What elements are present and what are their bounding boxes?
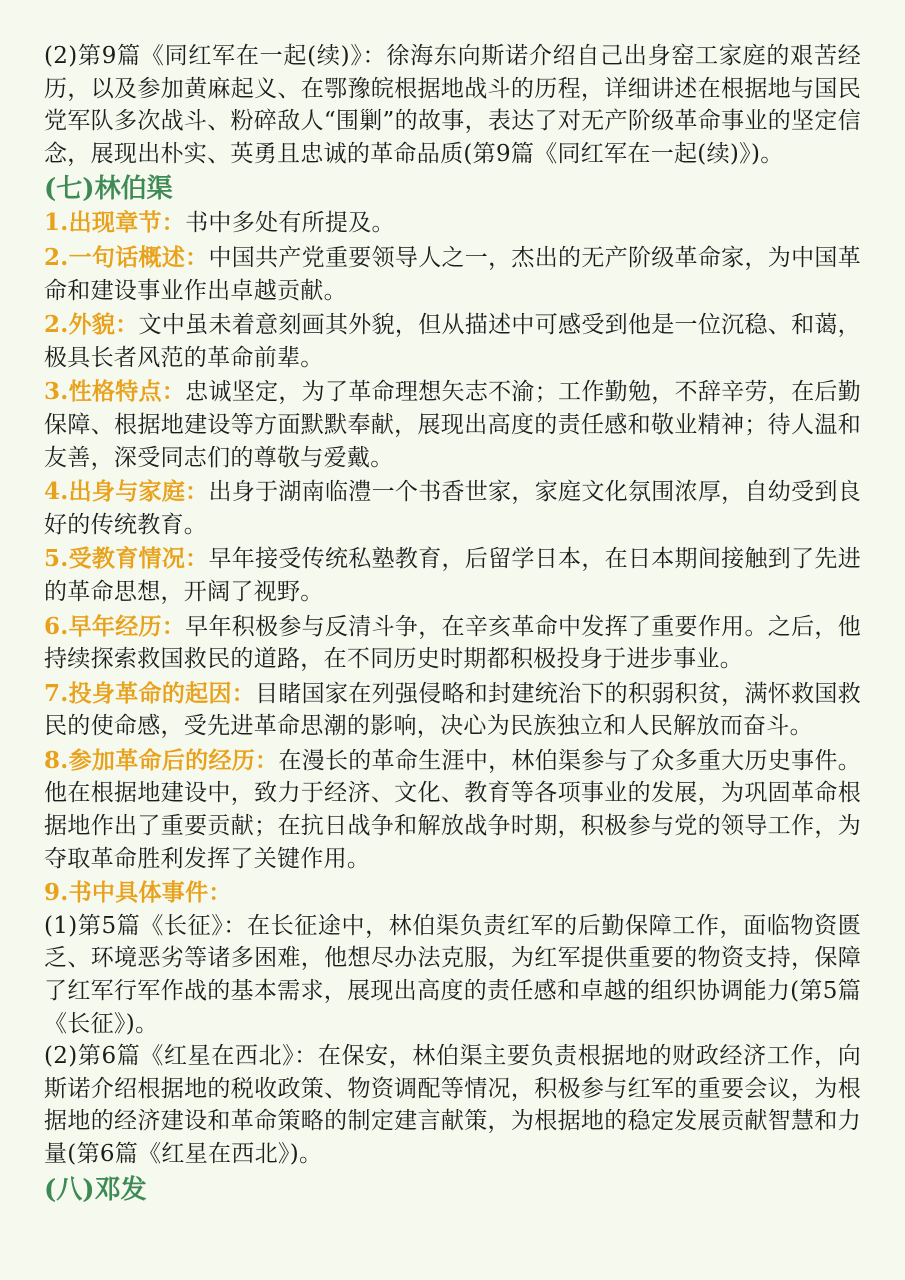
top-paragraph: (2)第9篇《同红军在一起(续)》：徐海东向斯诺介绍自己出身窑工家庭的艰苦经历，以及参加黄麻起义、在鄂豫皖根据地战斗的历程，详细讲述在根据地与国民党军队多次战斗、粉碎敌人“围剿”的故事，表达了对无产阶级革命事业的坚定信念，展现出朴实、英勇且忠诚的革命品质(第9篇《同红军在一起(续)》)。	[44, 43, 861, 167]
item-label: 2.一句话概述：	[44, 243, 209, 271]
item-label: 9.书中具体事件：	[44, 879, 232, 907]
item-text: 在漫长的革命生涯中，林伯渠参与了众多重大历史事件。他在根据地建设中，致力于经济、文化、教育等各项事业的发展，为巩固革命根据地作出了重要贡献；在抗日战争和解放战争时期，积极参与党的领导工作，为夺取革命胜利发挥了关键作用。	[44, 747, 862, 872]
item-personality	[44, 376, 861, 474]
item-label: 7.投身革命的起因：	[44, 679, 256, 707]
item-text: 目睹国家在列强侵略和封建统治下的积弱积贫，满怀救国救民的使命感，受先进革命思潮的影响，决心为民族独立和人民解放而奋斗。	[44, 680, 861, 740]
item-label: 8.参加革命后的经历：	[44, 746, 279, 774]
item-label: 5.受教育情况：	[44, 545, 209, 573]
event-long-march: (1)第5篇《长征》：在长征途中，林伯渠负责红军的后勤保障工作，面临物资匮乏、环境恶劣等诸多困难，他想尽办法克服，为红军提供重要的物资支持，保障了红军行军作战的基本需求，展现出高度的责任感和卓越的组织协调能力(第5篇《长征》)。	[44, 912, 861, 1037]
item-appearance	[44, 309, 861, 374]
item-text: 出身于湖南临澧一个书香世家，家庭文化氛围浓厚，自幼受到良好的传统教育。	[44, 479, 861, 538]
item-label: 3.性格特点：	[44, 378, 186, 406]
item-label: 6.早年经历：	[44, 612, 186, 640]
section-title-deng-fa: (八)邓发	[44, 1174, 147, 1205]
item-early-life	[44, 611, 861, 676]
events-heading	[44, 877, 861, 910]
item-education	[44, 543, 861, 608]
item-label: 1.出现章节：	[44, 209, 186, 237]
item-label: 4.出身与家庭：	[44, 478, 209, 506]
item-text: 忠诚坚定，为了革命理想矢志不渝；工作勤勉，不辞辛劳，在后勤保障、根据地建设等方面默默奉献，展现出高度的责任感和敬业精神；待人温和友善，深受同志们的尊敬与爱戴。	[44, 379, 861, 471]
item-label: 2.外貌：	[44, 311, 139, 339]
item-text: 早年积极参与反清斗争，在辛亥革命中发挥了重要作用。之后，他持续探索救国救民的道路，在不同历史时期都积极投身于进步事业。	[44, 613, 861, 673]
item-reason	[44, 678, 861, 743]
item-summary	[44, 242, 861, 307]
item-family	[44, 476, 861, 541]
item-text: 文中虽未着意刻画其外貌，但从描述中可感受到他是一位沉稳、和蔼，极具长者风范的革命前辈。	[44, 312, 861, 371]
item-text: 中国共产党重要领导人之一，杰出的无产阶级革命家，为中国革命和建设事业作出卓越贡献。	[44, 244, 861, 304]
event-red-star: (2)第6篇《红星在西北》：在保安，林伯渠主要负责根据地的财政经济工作，向斯诺介绍根据地的税收政策、物资调配等情况，积极参与红军的重要会议，为根据地的经济建设和革命策略的制定建言献策，为根据地的稳定发展贡献智慧和力量(第6篇《红星在西北》)。	[44, 1043, 861, 1167]
item-chapters	[44, 207, 861, 240]
item-text: 早年接受传统私塾教育，后留学日本，在日本期间接触到了先进的革命思想，开阔了视野。	[44, 546, 861, 605]
item-experience	[44, 745, 861, 875]
section-title-lin-boqu: (七)林伯渠	[44, 174, 173, 205]
item-text: 书中多处有所提及。	[185, 210, 395, 237]
